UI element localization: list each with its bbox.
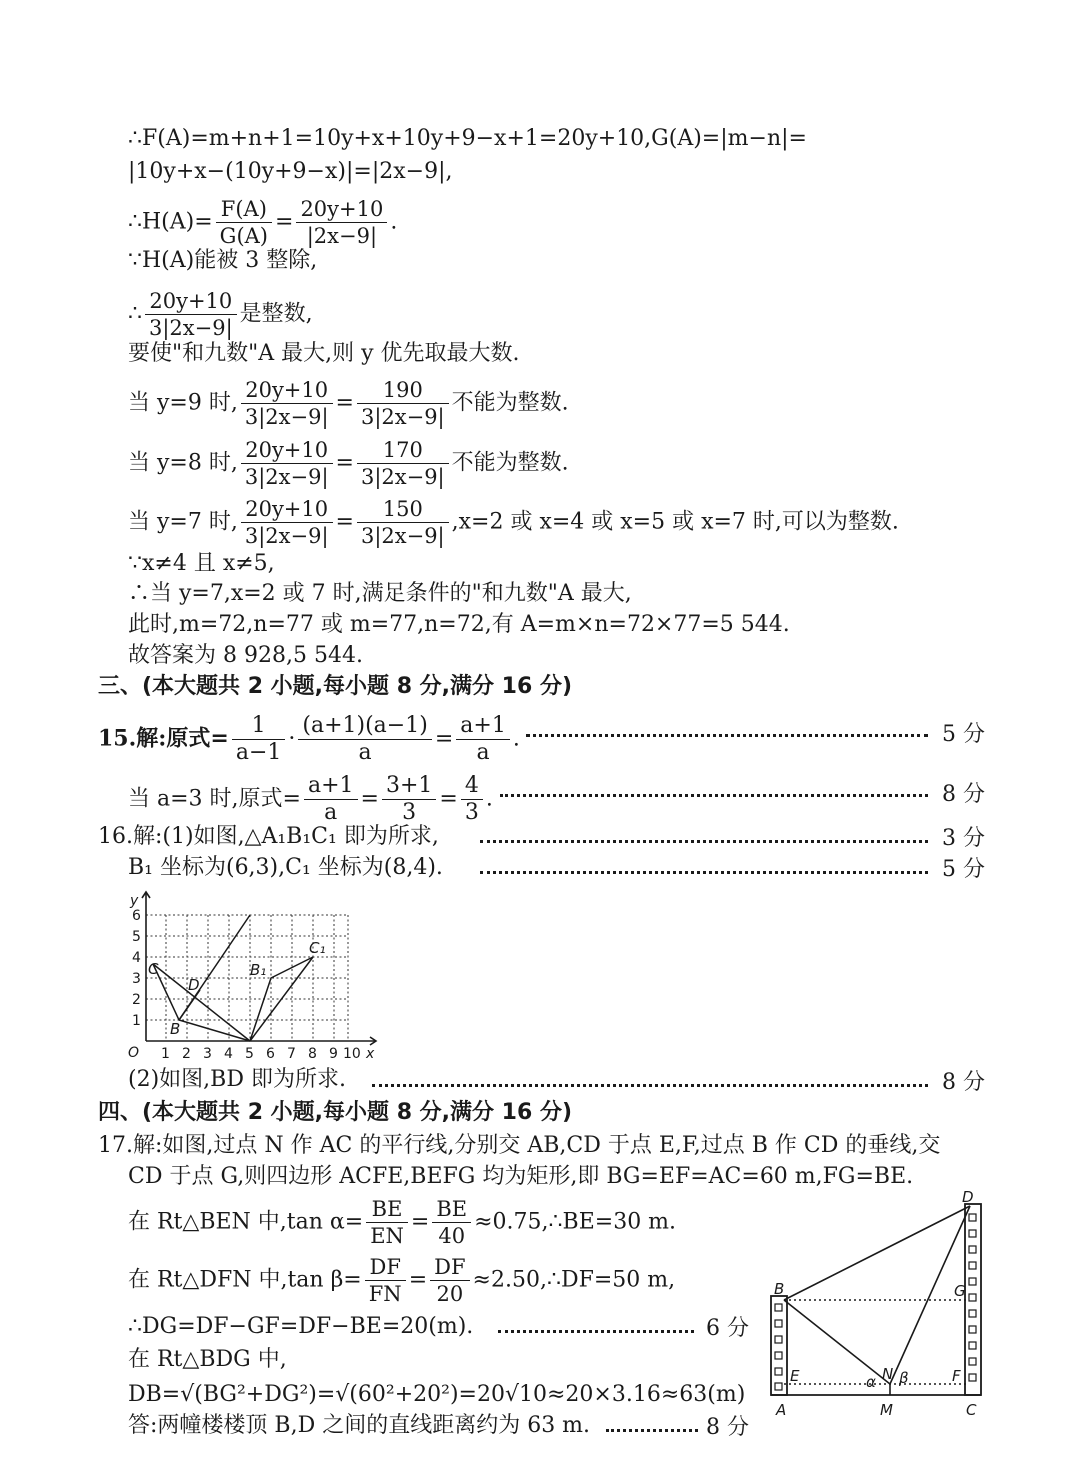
line-answer: 故答案为 8 928,5 544.	[128, 643, 363, 668]
y-tick: 6	[132, 908, 141, 924]
q16-line-3: (2)如图,BD 即为所求.	[128, 1067, 346, 1092]
q15-line-2: 当 a=3 时,原式= $\frac{a+1}{a}$ = $\frac{3+1}{3}$ = $\frac{4}{3}$ .	[128, 773, 493, 825]
q16-line-2: B₁ 坐标为(6,3),C₁ 坐标为(8,4).	[128, 855, 443, 880]
score-leader	[500, 794, 928, 797]
building-windows	[775, 1214, 976, 1390]
line-conclusion: ∴当 y=7,x=2 或 7 时,满足条件的"和九数"A 最大,	[128, 581, 632, 606]
buildings-figure	[762, 1188, 992, 1428]
x-tick: 6	[266, 1046, 275, 1062]
x-tick: 1	[161, 1046, 170, 1062]
y-tick: 4	[132, 950, 141, 966]
line-integer: ∴ $\frac{20y+10}{3|2x-9|}$ 是整数,	[128, 289, 313, 340]
q17-line-7: DB=√(BG²+DG²)=√(60²+20²)=20√10≈20×3.16≈63(m)	[128, 1382, 746, 1407]
line-y8: 当 y=8 时, $\frac{20y+10}{3|2x-9|}$ = $\frac{170}{3|2x-9|}$ 不能为整数.	[128, 438, 569, 489]
label-b: B	[774, 1280, 785, 1298]
score-leader	[606, 1429, 698, 1432]
q16-line-1: 16.解:(1)如图,△A₁B₁C₁ 即为所求,	[98, 824, 439, 849]
point-labels	[148, 939, 326, 1038]
label-g: G	[954, 1282, 966, 1300]
origin-label: O	[128, 1045, 140, 1061]
label-a: A	[776, 1401, 787, 1419]
q17-line-6: 在 Rt△BDG 中,	[128, 1347, 287, 1372]
line-1: ∴F(A)=m+n+1=10y+x+10y+9−x+1=20y+10,G(A)=|m−n|=	[128, 126, 807, 151]
line-condition: ∵x≠4 且 x≠5,	[128, 551, 275, 576]
line-h-def: ∴H(A)= $\frac{F(A)}{G(A)}$ = $\frac{20y+10}{|2x-9|}$ .	[128, 197, 398, 248]
y-axis-label: y	[130, 893, 139, 909]
q15-score-1: 5 分	[942, 722, 985, 747]
point-b1-label: B₁	[250, 961, 267, 979]
label-alpha: α	[866, 1373, 876, 1391]
section-4-heading: 四、(本大题共 2 小题,每小题 8 分,满分 16 分)	[98, 1100, 573, 1125]
line-maximize: 要使"和九数"A 最大,则 y 优先取最大数.	[128, 341, 520, 366]
line-y7: 当 y=7 时, $\frac{20y+10}{3|2x-9|}$ = $\frac{150}{3|2x-9|}$ ,x=2 或 x=4 或 x=5 或 x=7 时,可以为整数.	[128, 497, 899, 548]
q15-score-2: 8 分	[942, 782, 985, 807]
x-tick: 9	[329, 1046, 338, 1062]
y-tick: 5	[132, 929, 141, 945]
line-y9: 当 y=9 时, $\frac{20y+10}{3|2x-9|}$ = $\frac{190}{3|2x-9|}$ 不能为整数.	[128, 378, 569, 429]
label-d: D	[962, 1188, 974, 1206]
q17-line-4: 在 Rt△DFN 中,tan β= $\frac{DF}{FN}$ = $\frac{DF}{20}$ ≈2.50,∴DF=50 m,	[128, 1255, 676, 1306]
x-tick: 4	[224, 1046, 233, 1062]
label-f: F	[952, 1367, 961, 1385]
point-d-label: D	[188, 976, 200, 994]
y-tick: 1	[132, 1013, 141, 1029]
q16-score-3: 8 分	[942, 1070, 985, 1095]
coordinate-grid-figure	[118, 880, 388, 1065]
x-tick: 7	[287, 1046, 296, 1062]
point-b-label: B	[170, 1020, 181, 1038]
q17-score-2: 8 分	[706, 1415, 749, 1440]
score-leader	[480, 840, 928, 843]
x-tick: 8	[308, 1046, 317, 1062]
label-n: N	[882, 1365, 894, 1383]
y-tick: 3	[132, 971, 141, 987]
q15-line-1: 15.解:原式= $\frac{1}{a-1}$ · $\frac{(a+1)(a-1)}{a}$ = $\frac{a+1}{a}$ .	[98, 713, 520, 765]
score-leader	[480, 871, 928, 874]
line-divisible: ∵H(A)能被 3 整除,	[128, 248, 318, 273]
q16-score-1: 3 分	[942, 826, 985, 851]
label-m: M	[880, 1401, 893, 1419]
q17-line-8: 答:两幢楼楼顶 B,D 之间的直线距离约为 63 m.	[128, 1413, 591, 1438]
label-beta: β	[899, 1369, 909, 1387]
line-2: |10y+x−(10y+9−x)|=|2x−9|,	[128, 159, 453, 184]
x-tick: 5	[245, 1046, 254, 1062]
point-c1-label: C₁	[309, 939, 326, 957]
point-c-label: C	[148, 960, 159, 978]
q17-line-1: 17.解:如图,过点 N 作 AC 的平行线,分别交 AB,CD 于点 E,F,过点 B 作 CD 的垂线,交	[98, 1133, 941, 1158]
section-3-heading: 三、(本大题共 2 小题,每小题 8 分,满分 16 分)	[98, 674, 573, 699]
line-result: 此时,m=72,n=77 或 m=77,n=72,有 A=m×n=72×77=5 544.	[128, 612, 790, 637]
q16-score-2: 5 分	[942, 857, 985, 882]
q17-line-5: ∴DG=DF−GF=DF−BE=20(m).	[128, 1314, 474, 1339]
x-tick: 3	[203, 1046, 212, 1062]
x-tick: 10	[343, 1046, 361, 1062]
q17-line-2: CD 于点 G,则四边形 ACFE,BEFG 均为矩形,即 BG=EF=AC=60 m,FG=BE.	[128, 1164, 914, 1189]
score-leader	[498, 1330, 694, 1333]
score-leader	[372, 1084, 928, 1087]
x-tick: 2	[182, 1046, 191, 1062]
q17-line-3: 在 Rt△BEN 中,tan α= $\frac{BE}{EN}$ = $\frac{BE}{40}$ ≈0.75,∴BE=30 m.	[128, 1197, 677, 1248]
y-tick: 2	[132, 992, 141, 1008]
score-leader	[526, 734, 928, 737]
q17-score-1: 6 分	[706, 1316, 749, 1341]
dotted-lines	[784, 1300, 967, 1384]
construction-lines	[784, 1206, 970, 1395]
label-e: E	[790, 1367, 800, 1385]
label-c: C	[966, 1401, 977, 1419]
x-axis-label: x	[366, 1046, 375, 1062]
